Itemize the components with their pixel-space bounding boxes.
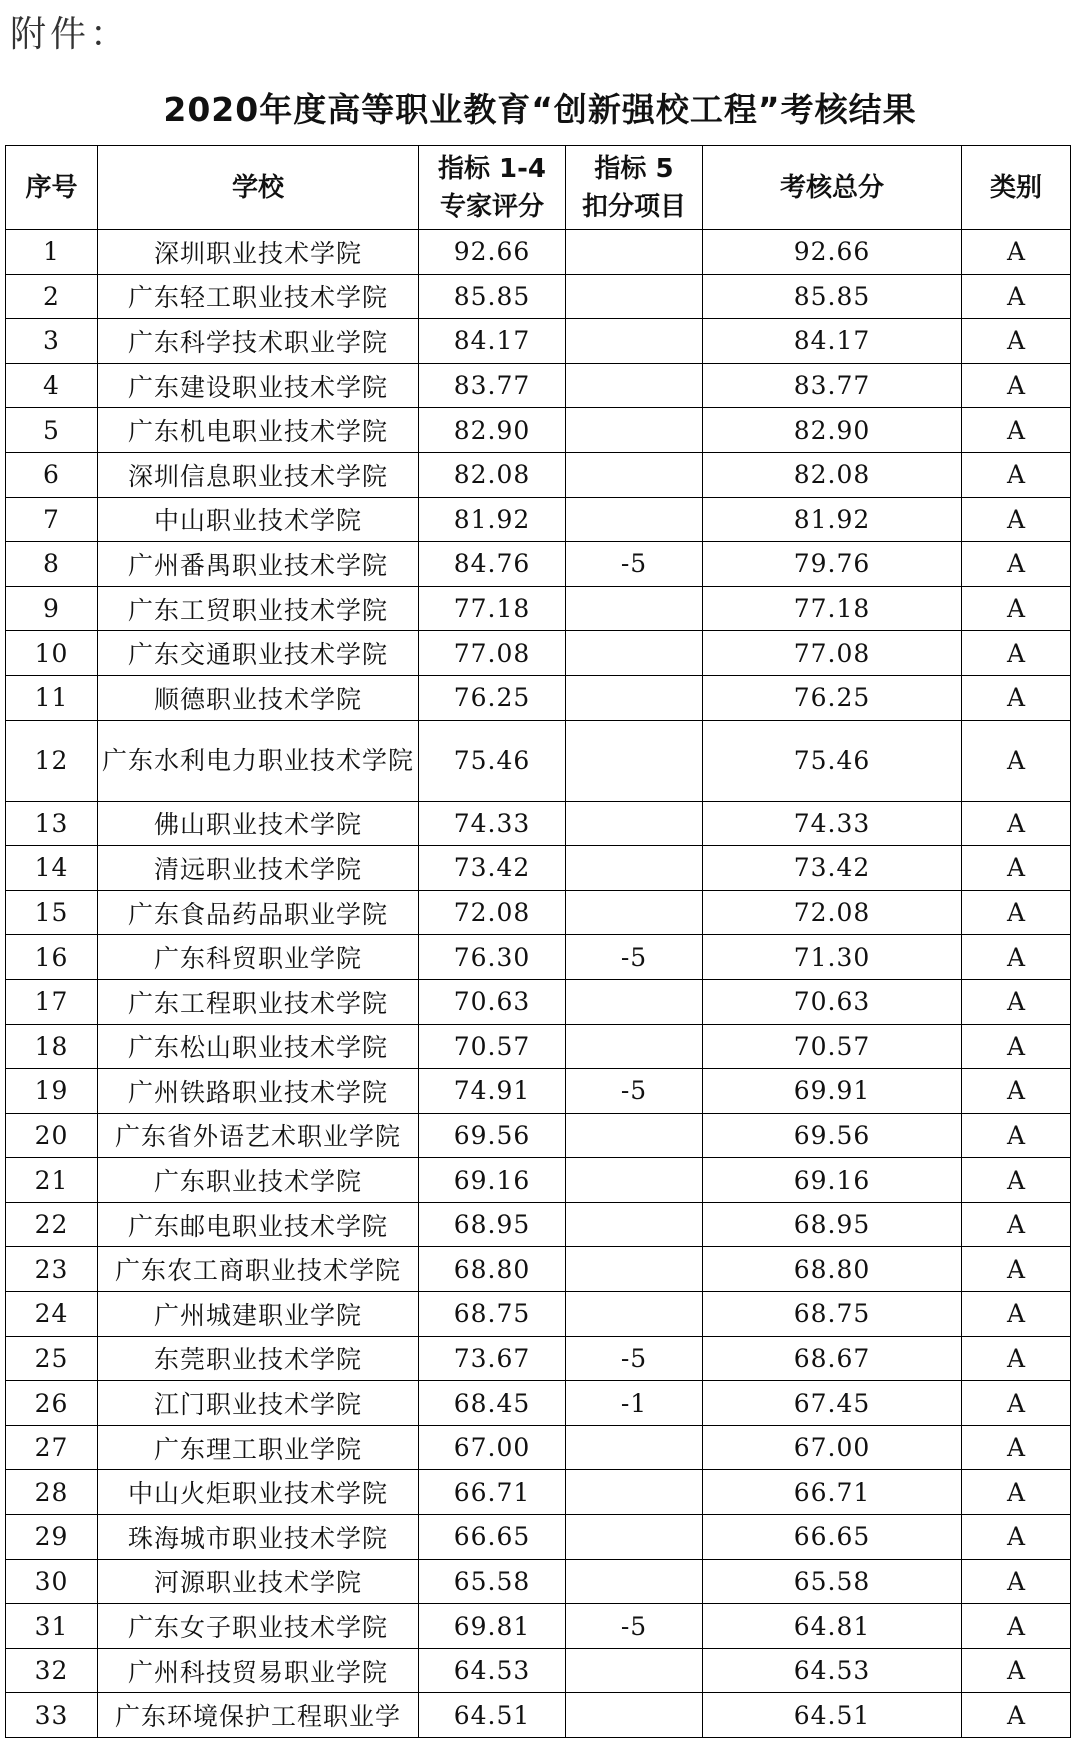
cell-index: 20 — [6, 1113, 98, 1158]
cell-deduction: -5 — [566, 542, 703, 587]
cell-category: A — [962, 675, 1071, 720]
cell-category: A — [962, 230, 1071, 275]
cell-category: A — [962, 1559, 1071, 1604]
cell-expert-score: 92.66 — [419, 230, 566, 275]
cell-category: A — [962, 1381, 1071, 1426]
header-total: 考核总分 — [703, 146, 962, 230]
cell-expert-score: 64.53 — [419, 1648, 566, 1693]
cell-school: 广东科贸职业学院 — [98, 935, 419, 980]
cell-deduction: -1 — [566, 1381, 703, 1426]
cell-total: 71.30 — [703, 935, 962, 980]
cell-index: 8 — [6, 542, 98, 587]
cell-expert-score: 70.57 — [419, 1024, 566, 1069]
header-school: 学校 — [98, 146, 419, 230]
cell-total: 68.75 — [703, 1292, 962, 1337]
cell-category: A — [962, 1336, 1071, 1381]
cell-school: 广东环境保护工程职业学 — [98, 1693, 419, 1738]
header-expert-score — [419, 146, 566, 230]
cell-category: A — [962, 542, 1071, 587]
header-deduction — [566, 146, 703, 230]
cell-category: A — [962, 1113, 1071, 1158]
table-row — [6, 1604, 1071, 1649]
cell-index: 3 — [6, 319, 98, 364]
cell-school: 广东水利电力职业技术学院 — [98, 720, 419, 801]
header-category: 类别 — [962, 146, 1071, 230]
cell-category: A — [962, 363, 1071, 408]
cell-school: 广州科技贸易职业学院 — [98, 1648, 419, 1693]
cell-category: A — [962, 274, 1071, 319]
cell-total: 92.66 — [703, 230, 962, 275]
cell-index: 10 — [6, 631, 98, 676]
cell-deduction: -5 — [566, 935, 703, 980]
table-row — [6, 319, 1071, 364]
cell-deduction — [566, 1158, 703, 1203]
table-row — [6, 979, 1071, 1024]
cell-total: 70.63 — [703, 979, 962, 1024]
cell-deduction — [566, 1202, 703, 1247]
cell-index: 25 — [6, 1336, 98, 1381]
cell-deduction — [566, 675, 703, 720]
cell-index: 29 — [6, 1515, 98, 1560]
table-row — [6, 497, 1071, 542]
cell-deduction — [566, 1425, 703, 1470]
cell-total: 77.08 — [703, 631, 962, 676]
cell-category: A — [962, 497, 1071, 542]
cell-school: 广东邮电职业技术学院 — [98, 1202, 419, 1247]
cell-index: 21 — [6, 1158, 98, 1203]
table-row — [6, 408, 1071, 453]
cell-school: 江门职业技术学院 — [98, 1381, 419, 1426]
cell-expert-score: 69.56 — [419, 1113, 566, 1158]
cell-total: 85.85 — [703, 274, 962, 319]
cell-expert-score: 76.25 — [419, 675, 566, 720]
cell-deduction — [566, 1247, 703, 1292]
cell-school: 广东省外语艺术职业学院 — [98, 1113, 419, 1158]
cell-category: A — [962, 979, 1071, 1024]
cell-deduction — [566, 1113, 703, 1158]
cell-deduction — [566, 1648, 703, 1693]
table-row — [6, 846, 1071, 891]
cell-school: 广东机电职业技术学院 — [98, 408, 419, 453]
cell-school: 广东理工职业学院 — [98, 1425, 419, 1470]
cell-index: 23 — [6, 1247, 98, 1292]
cell-deduction — [566, 1024, 703, 1069]
cell-deduction — [566, 408, 703, 453]
cell-school: 广州城建职业学院 — [98, 1292, 419, 1337]
cell-school: 广东松山职业技术学院 — [98, 1024, 419, 1069]
cell-total: 82.90 — [703, 408, 962, 453]
cell-total: 69.91 — [703, 1069, 962, 1114]
cell-index: 19 — [6, 1069, 98, 1114]
table-row — [6, 1559, 1071, 1604]
cell-category: A — [962, 452, 1071, 497]
cell-deduction: -5 — [566, 1604, 703, 1649]
cell-index: 22 — [6, 1202, 98, 1247]
document-title: 2020年度高等职业教育“创新强校工程”考核结果 — [163, 90, 917, 129]
cell-deduction — [566, 274, 703, 319]
cell-deduction: -5 — [566, 1336, 703, 1381]
table-row — [6, 1693, 1071, 1738]
cell-deduction — [566, 586, 703, 631]
cell-total: 67.45 — [703, 1381, 962, 1426]
cell-deduction — [566, 631, 703, 676]
header-expert-line2: 专家评分 — [439, 191, 544, 222]
cell-deduction — [566, 452, 703, 497]
cell-total: 69.56 — [703, 1113, 962, 1158]
cell-index: 9 — [6, 586, 98, 631]
cell-expert-score: 68.75 — [419, 1292, 566, 1337]
cell-total: 70.57 — [703, 1024, 962, 1069]
cell-category: A — [962, 801, 1071, 846]
table-row — [6, 1336, 1071, 1381]
cell-deduction — [566, 497, 703, 542]
cell-category: A — [962, 408, 1071, 453]
cell-index: 31 — [6, 1604, 98, 1649]
cell-school: 广东工贸职业技术学院 — [98, 586, 419, 631]
cell-school: 顺德职业技术学院 — [98, 675, 419, 720]
cell-total: 73.42 — [703, 846, 962, 891]
table-row — [6, 631, 1071, 676]
cell-deduction — [566, 801, 703, 846]
cell-expert-score: 69.16 — [419, 1158, 566, 1203]
cell-deduction — [566, 720, 703, 801]
cell-expert-score: 65.58 — [419, 1559, 566, 1604]
cell-expert-score: 74.91 — [419, 1069, 566, 1114]
cell-index: 27 — [6, 1425, 98, 1470]
table-row — [6, 274, 1071, 319]
cell-school: 清远职业技术学院 — [98, 846, 419, 891]
cell-category: A — [962, 1292, 1071, 1337]
cell-expert-score: 84.76 — [419, 542, 566, 587]
table-row — [6, 1470, 1071, 1515]
cell-index: 32 — [6, 1648, 98, 1693]
table-row — [6, 1247, 1071, 1292]
cell-deduction — [566, 363, 703, 408]
cell-expert-score: 68.80 — [419, 1247, 566, 1292]
cell-category: A — [962, 631, 1071, 676]
cell-total: 75.46 — [703, 720, 962, 801]
cell-expert-score: 82.90 — [419, 408, 566, 453]
cell-index: 18 — [6, 1024, 98, 1069]
cell-deduction — [566, 1470, 703, 1515]
cell-category: A — [962, 1515, 1071, 1560]
table-row — [6, 1202, 1071, 1247]
cell-total: 68.67 — [703, 1336, 962, 1381]
cell-index: 2 — [6, 274, 98, 319]
cell-deduction — [566, 890, 703, 935]
cell-index: 12 — [6, 720, 98, 801]
table-row — [6, 1113, 1071, 1158]
table-row — [6, 1515, 1071, 1560]
cell-total: 82.08 — [703, 452, 962, 497]
cell-total: 77.18 — [703, 586, 962, 631]
cell-category: A — [962, 1425, 1071, 1470]
cell-deduction — [566, 1292, 703, 1337]
cell-total: 68.80 — [703, 1247, 962, 1292]
cell-total: 67.00 — [703, 1425, 962, 1470]
cell-deduction — [566, 1559, 703, 1604]
table-row — [6, 720, 1071, 801]
table-row — [6, 675, 1071, 720]
cell-expert-score: 77.18 — [419, 586, 566, 631]
cell-index: 7 — [6, 497, 98, 542]
header-expert-line1: 指标 1-4 — [437, 153, 547, 184]
cell-index: 14 — [6, 846, 98, 891]
cell-total: 66.71 — [703, 1470, 962, 1515]
cell-expert-score: 69.81 — [419, 1604, 566, 1649]
attachment-label: 附件： — [10, 14, 131, 55]
cell-index: 28 — [6, 1470, 98, 1515]
table-row — [6, 1381, 1071, 1426]
cell-total: 79.76 — [703, 542, 962, 587]
cell-school: 中山职业技术学院 — [98, 497, 419, 542]
cell-expert-score: 75.46 — [419, 720, 566, 801]
header-deduct-line2: 扣分项目 — [581, 191, 686, 222]
cell-expert-score: 70.63 — [419, 979, 566, 1024]
cell-index: 26 — [6, 1381, 98, 1426]
cell-expert-score: 66.71 — [419, 1470, 566, 1515]
table-row — [6, 1024, 1071, 1069]
cell-total: 74.33 — [703, 801, 962, 846]
results-table — [5, 145, 1071, 1738]
table-row — [6, 1158, 1071, 1203]
cell-index: 13 — [6, 801, 98, 846]
cell-category: A — [962, 720, 1071, 801]
cell-deduction — [566, 1693, 703, 1738]
cell-index: 24 — [6, 1292, 98, 1337]
cell-school: 广东食品药品职业学院 — [98, 890, 419, 935]
cell-school: 深圳信息职业技术学院 — [98, 452, 419, 497]
cell-index: 6 — [6, 452, 98, 497]
table-row — [6, 1292, 1071, 1337]
cell-deduction — [566, 319, 703, 364]
cell-school: 河源职业技术学院 — [98, 1559, 419, 1604]
cell-deduction — [566, 230, 703, 275]
cell-deduction: -5 — [566, 1069, 703, 1114]
header-deduct-line1: 指标 5 — [594, 153, 674, 184]
cell-category: A — [962, 1202, 1071, 1247]
cell-expert-score: 68.95 — [419, 1202, 566, 1247]
cell-expert-score: 67.00 — [419, 1425, 566, 1470]
table-row — [6, 1069, 1071, 1114]
cell-index: 30 — [6, 1559, 98, 1604]
cell-category: A — [962, 890, 1071, 935]
cell-total: 64.51 — [703, 1693, 962, 1738]
cell-index: 11 — [6, 675, 98, 720]
table-row — [6, 363, 1071, 408]
cell-school: 深圳职业技术学院 — [98, 230, 419, 275]
cell-school: 广东建设职业技术学院 — [98, 363, 419, 408]
cell-school: 佛山职业技术学院 — [98, 801, 419, 846]
cell-category: A — [962, 1470, 1071, 1515]
cell-index: 17 — [6, 979, 98, 1024]
table-row — [6, 801, 1071, 846]
cell-total: 66.65 — [703, 1515, 962, 1560]
cell-category: A — [962, 1604, 1071, 1649]
table-body — [6, 230, 1071, 1738]
cell-total: 72.08 — [703, 890, 962, 935]
table-row — [6, 935, 1071, 980]
cell-expert-score: 81.92 — [419, 497, 566, 542]
cell-school: 广东工程职业技术学院 — [98, 979, 419, 1024]
cell-school: 广州番禺职业技术学院 — [98, 542, 419, 587]
cell-category: A — [962, 1158, 1071, 1203]
cell-expert-score: 66.65 — [419, 1515, 566, 1560]
cell-expert-score: 64.51 — [419, 1693, 566, 1738]
table-row — [6, 890, 1071, 935]
table-header-row — [6, 146, 1071, 230]
cell-expert-score: 72.08 — [419, 890, 566, 935]
cell-category: A — [962, 586, 1071, 631]
cell-total: 68.95 — [703, 1202, 962, 1247]
cell-school: 珠海城市职业技术学院 — [98, 1515, 419, 1560]
table-row — [6, 586, 1071, 631]
cell-category: A — [962, 846, 1071, 891]
cell-total: 69.16 — [703, 1158, 962, 1203]
table-row — [6, 452, 1071, 497]
cell-index: 15 — [6, 890, 98, 935]
cell-expert-score: 76.30 — [419, 935, 566, 980]
cell-school: 广东科学技术职业学院 — [98, 319, 419, 364]
cell-deduction — [566, 846, 703, 891]
cell-school: 广东职业技术学院 — [98, 1158, 419, 1203]
cell-index: 5 — [6, 408, 98, 453]
cell-deduction — [566, 1515, 703, 1560]
cell-school: 广东轻工职业技术学院 — [98, 274, 419, 319]
cell-expert-score: 73.42 — [419, 846, 566, 891]
table-row — [6, 1425, 1071, 1470]
cell-total: 64.81 — [703, 1604, 962, 1649]
cell-school: 东莞职业技术学院 — [98, 1336, 419, 1381]
cell-expert-score: 73.67 — [419, 1336, 566, 1381]
cell-expert-score: 85.85 — [419, 274, 566, 319]
cell-category: A — [962, 1069, 1071, 1114]
cell-expert-score: 82.08 — [419, 452, 566, 497]
cell-expert-score: 77.08 — [419, 631, 566, 676]
cell-school: 广东农工商职业技术学院 — [98, 1247, 419, 1292]
cell-index: 16 — [6, 935, 98, 980]
header-index: 序号 — [6, 146, 98, 230]
cell-category: A — [962, 319, 1071, 364]
cell-category: A — [962, 1648, 1071, 1693]
cell-total: 64.53 — [703, 1648, 962, 1693]
cell-school: 广东交通职业技术学院 — [98, 631, 419, 676]
cell-category: A — [962, 935, 1071, 980]
cell-category: A — [962, 1024, 1071, 1069]
cell-total: 76.25 — [703, 675, 962, 720]
cell-category: A — [962, 1247, 1071, 1292]
cell-total: 81.92 — [703, 497, 962, 542]
cell-expert-score: 84.17 — [419, 319, 566, 364]
cell-category: A — [962, 1693, 1071, 1738]
cell-index: 33 — [6, 1693, 98, 1738]
cell-total: 84.17 — [703, 319, 962, 364]
cell-deduction — [566, 979, 703, 1024]
cell-school: 广州铁路职业技术学院 — [98, 1069, 419, 1114]
cell-index: 1 — [6, 230, 98, 275]
cell-school: 广东女子职业技术学院 — [98, 1604, 419, 1649]
cell-expert-score: 68.45 — [419, 1381, 566, 1426]
table-row — [6, 542, 1071, 587]
cell-expert-score: 83.77 — [419, 363, 566, 408]
table-row — [6, 230, 1071, 275]
table-row — [6, 1648, 1071, 1693]
cell-total: 65.58 — [703, 1559, 962, 1604]
cell-school: 中山火炬职业技术学院 — [98, 1470, 419, 1515]
cell-total: 83.77 — [703, 363, 962, 408]
cell-index: 4 — [6, 363, 98, 408]
cell-expert-score: 74.33 — [419, 801, 566, 846]
